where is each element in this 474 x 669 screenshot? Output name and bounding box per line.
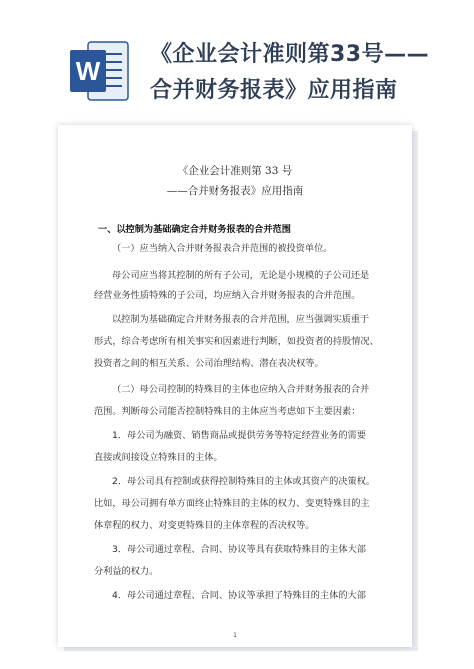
paragraph-line: 直接或间接设立特殊目的主体。 (94, 452, 223, 463)
paragraph-line: 2．母公司具有控制或获得控制特殊目的主体或其资产的决策权。 (112, 476, 376, 487)
paragraph-line: 体章程的权力、对变更特殊目的主体章程的否决权等。 (94, 520, 315, 531)
paragraph-line: 4．母公司通过章程、合同、协议等承担了特殊目的主体的大部 (112, 590, 366, 601)
header-banner (0, 0, 474, 120)
paragraph-line: 3．母公司通过章程、合同、协议等具有获取特殊目的主体大部 (112, 544, 366, 555)
paragraph-line: （一）应当纳入合并财务报表合并范围的被投资单位。 (112, 243, 333, 254)
paragraph-line: 经营业务性质特殊的子公司，均应纳入合并财务报表的合并范围。 (94, 290, 361, 301)
page-number: 1 (233, 632, 237, 639)
document-title-line-2: ——合并财务报表》应用指南 (166, 185, 304, 197)
paragraph-line: 比如，母公司拥有单方面终止特殊目的主体的权力、变更特殊目的主 (94, 498, 370, 509)
paragraph-line: 1．母公司为融资、销售商品或提供劳务等特定经营业务的需要 (112, 430, 366, 441)
paragraph-line: 以控制为基础确定合并财务报表的合并范围，应当强调实质重于 (112, 314, 370, 325)
paragraph-line: 范围。判断母公司能否控制特殊目的主体应当考虑如下主要因素： (94, 406, 361, 417)
section-heading: 一、以控制为基础确定合并财务报表的合并范围 (98, 224, 291, 235)
word-document-icon (68, 40, 130, 102)
paragraph-line: 形式，综合考虑所有相关事实和因素进行判断，如投资者的持股情况、 (94, 336, 379, 347)
paragraph-line: （二）母公司控制的特殊目的主体也应纳入合并财务报表的合并 (112, 384, 370, 395)
paragraph-line: 母公司应当将其控制的所有子公司，无论是小规模的子公司还是 (112, 270, 370, 281)
document-preview (58, 125, 416, 653)
paragraph-line: 投资者之间的相互关系、公司治理结构、潜在表决权等。 (94, 358, 324, 369)
logo-letter: W (75, 56, 101, 86)
paragraph-line: 分利益的权力。 (94, 566, 159, 577)
document-title-line-1: 《企业会计准则第 33 号 (177, 165, 293, 177)
document-page (58, 125, 412, 647)
page-title-line-1: 《企业会计准则第33号—— (150, 42, 430, 67)
page-title-line-2: 合并财务报表》应用指南 (150, 78, 398, 103)
